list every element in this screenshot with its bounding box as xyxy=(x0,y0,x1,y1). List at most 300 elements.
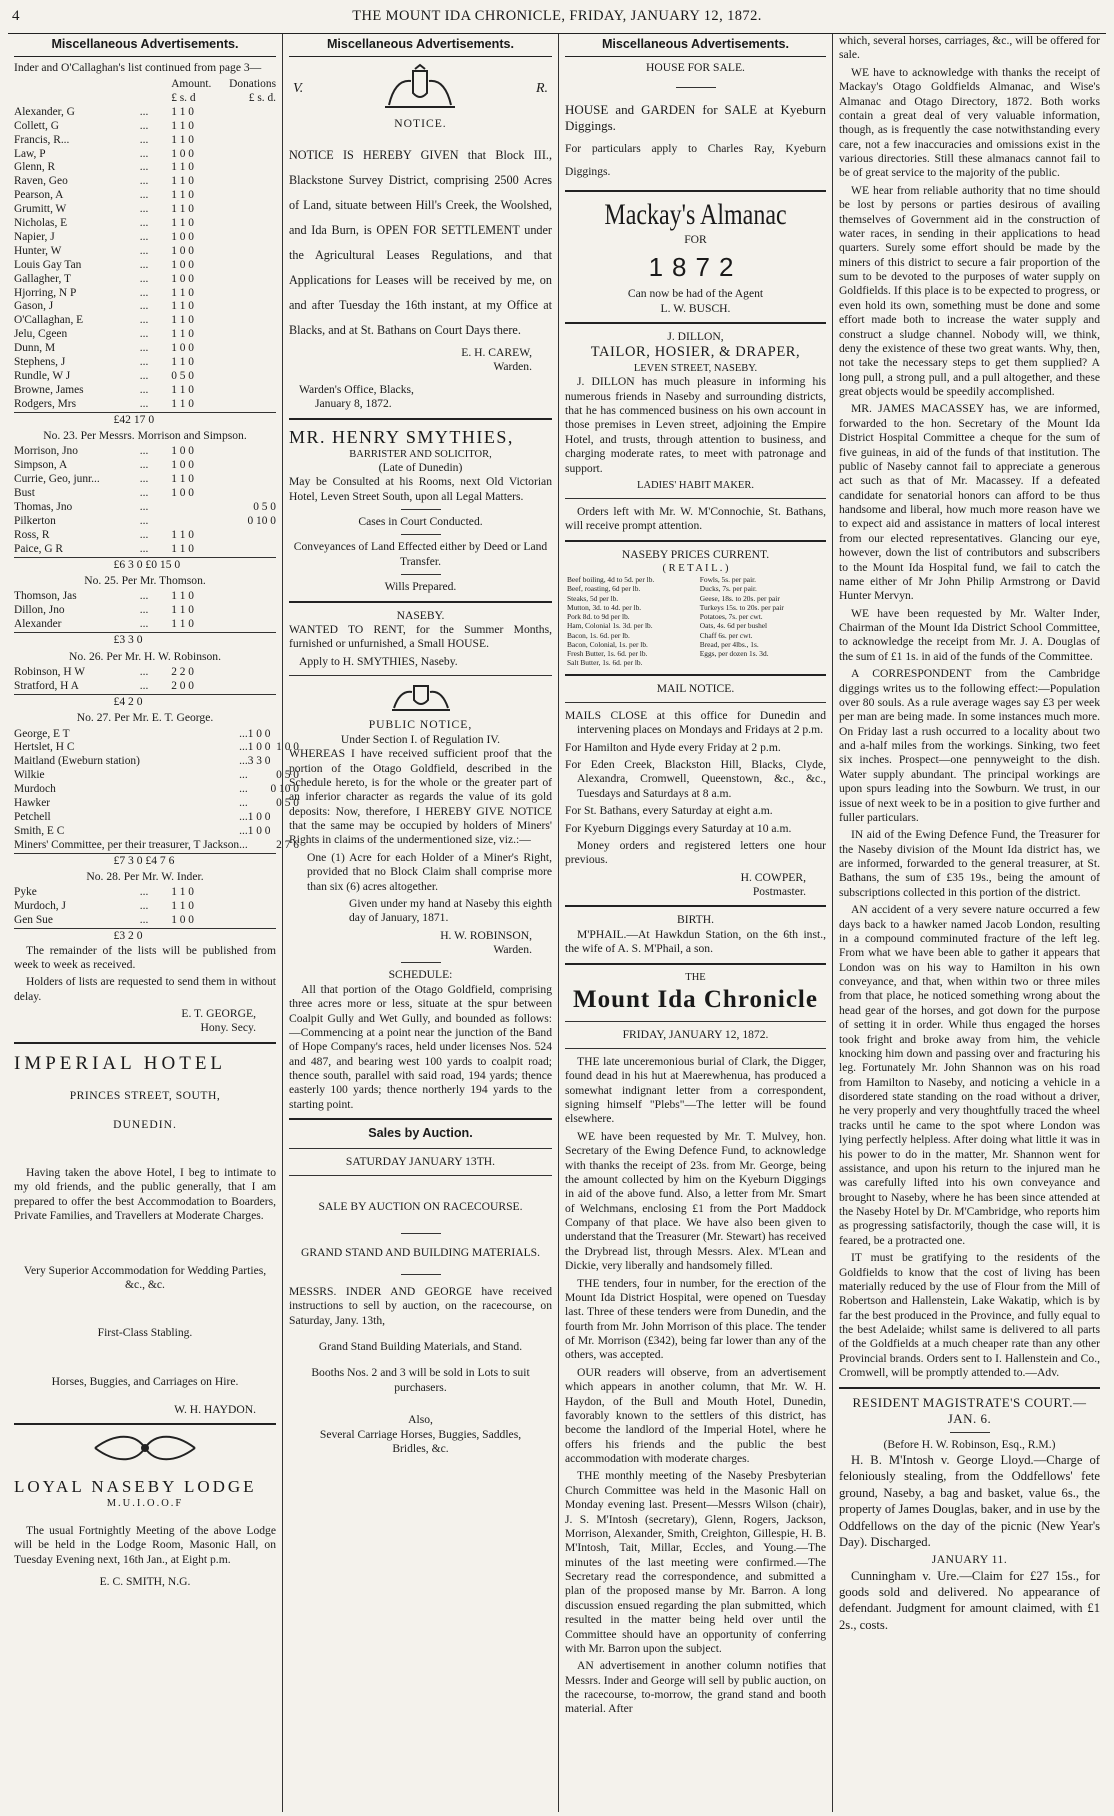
price-row xyxy=(565,594,826,603)
almanac-year: 1872 xyxy=(648,251,743,282)
subscriber-amount: 1 1 0 xyxy=(171,328,194,341)
list-row: Currie, Geo, junr... ... 1 1 0 xyxy=(14,473,276,487)
list-row: Francis, R... ... 1 1 0 xyxy=(14,134,276,148)
subscriber-name: Hertslet, H C xyxy=(14,741,75,754)
auction-line: Several Carriage Horses, Buggies, Saddles, Bridles, &c. xyxy=(319,1427,522,1455)
subscription-list xyxy=(14,590,276,632)
public-notice-signature: H. W. ROBINSON, xyxy=(440,928,532,942)
list-row: Simpson, A ... 1 0 0 xyxy=(14,459,276,473)
price-right xyxy=(698,658,826,667)
almanac-for: FOR xyxy=(684,232,707,246)
subscriber-amount: 1 0 0 xyxy=(171,487,194,500)
chronicle-date: FRIDAY, JANUARY 12, 1872. xyxy=(622,1027,769,1041)
mail-heading: MAIL NOTICE. xyxy=(656,681,735,695)
subscriber-amount: 1 0 0 xyxy=(171,342,194,355)
list-row: Stratford, H A ... 2 0 0 xyxy=(14,680,276,694)
mail-line: For Kyeburn Diggings every Saturday at 10 a.m. xyxy=(565,821,792,835)
subscriber-amount: 1 1 0 xyxy=(171,314,194,327)
crest-left-letter: V. xyxy=(293,80,304,96)
price-row xyxy=(565,640,826,649)
notice-place: Warden's Office, Blacks, xyxy=(299,382,414,396)
subscriber-name: Rundle, W J xyxy=(14,370,71,383)
subscriber-name: Stratford, H A xyxy=(14,679,79,692)
subscriber-donation xyxy=(229,342,276,356)
subscriber-donation xyxy=(229,473,276,487)
subscriber-name: Miners' Committee, per their treasurer, T Jackson xyxy=(14,838,240,851)
list-total: £42 17 0 xyxy=(14,412,276,427)
subscriber-name: Murdoch xyxy=(14,783,56,796)
subscriber-donation xyxy=(229,189,276,203)
smythies-subtitle: BARRISTER AND SOLICITOR, xyxy=(349,448,492,460)
subscriber-amount xyxy=(248,769,271,783)
subscriber-donation xyxy=(229,914,276,928)
subscriber-name: Pilkerton xyxy=(14,515,56,528)
subscriber-name: Ross, R xyxy=(14,528,50,541)
price-left: Mutton, 3d. to 4d. per lb. xyxy=(567,602,642,612)
smythies-line: Cases in Court Conducted. xyxy=(358,515,483,529)
subscriber-donation xyxy=(229,203,276,217)
list-row: Miners' Committee, per their treasurer, T Jackson ... 2 7 6 xyxy=(14,838,299,851)
notice-signature-title: Warden. xyxy=(493,360,532,374)
auction-line: Grand Stand Building Materials, and Stand. xyxy=(318,1340,523,1354)
subscriber-amount: 1 0 0 xyxy=(171,258,194,271)
notice-body: NOTICE IS HEREBY GIVEN that Block III., Blackstone Survey District, comprising 2500 Acres of Land, situate between Hill's Creek, the Woolshed, and Ida Burn, is OPEN FOR SETTLEMENT under the Agricultural Leases Regulations, and that Applications for Leases will be received by me, on and after Tuesday the 16th instant, at my Office at Blacks, and at St. Bathans on Court Days there. xyxy=(289,147,552,338)
hotel-title: IMPERIAL HOTEL xyxy=(14,1052,227,1074)
court-case: H. B. M'Intosh v. George Lloyd.—Charge of feloniously stealing, from the Oddfellows' fete ground, Naseby, a bag and basket, value 6s., the property of James Douglas, baker, and in use by the Oddfellows on the day of the picnic (New Year's Day). Discharged. xyxy=(839,1453,1100,1549)
list-row: Petchell ... 1 0 0 xyxy=(14,811,299,825)
hotel-body: Having taken the above Hotel, I beg to intimate to my old friends, and the public generally, that I am prepared to offer the best Accommodation to Boarders, Private Families, and Travellers at Moderate Charges. xyxy=(14,1166,276,1223)
smythies-body: May be Consulted at his Rooms, next Old Victorian Hotel, Leven Street South, upon all Legal Matters. xyxy=(289,475,552,503)
royal-crest xyxy=(293,65,548,113)
news-paragraph: AN accident of a very severe nature occurred a few days back to a hawker named Jacob London, resulting in a compound comminuted fracture of the left leg. From what we have been able to gather it appears that London was on his way to Hamilton in his own conveyance, and that, when within two or three miles from that place, he noticed something wrong about the head gear of the horses, and got down for the purpose of setting it in order. While thus engaged the horses took fright and broke away from him, the vehicle knocking him down and passing over and fracturing his leg. Fortunately Mr. John Shannon was on his road from Hamilton to Naseby, and noticing a vehicle in a disordered state standing on the road without a driver, he very properly and very thoughtfully traced the wheel tracks until he came to the spot where London was lying perfectly helpless. After doing what little it was in his power to do in the matter, Mr. Shannon went for assistance, and upon his return to the injured man he was carefully lifted into his own conveyance and brought to Naseby, where he has been since attended at the Naseby Hotel by Dr. M'Cambridge, who reports him as progressing satisfactorily, though the case will, it is feared, be a protracted one. xyxy=(839,903,1100,1247)
subscriber-amount: 1 1 0 xyxy=(171,286,194,299)
list-row: Pyke ... 1 1 0 xyxy=(14,886,276,900)
birth-body: M'PHAIL.—At Hawkdun Station, on the 6th inst., the wife of A. S. M'Phail, a son. xyxy=(565,927,826,956)
subscriber-donation xyxy=(229,487,276,501)
list-row: Alexander ... 1 1 0 xyxy=(14,618,276,632)
list-row: Alexander, G ... 1 1 0 xyxy=(14,106,276,120)
list-row: Robinson, H W ... 2 2 0 xyxy=(14,666,276,680)
price-right: Fowls, 5s. per pair. xyxy=(699,575,757,585)
subscriber-name: Paice, G R xyxy=(14,542,64,555)
subscriber-donation xyxy=(229,356,276,370)
hotel-line: Horses, Buggies, and Carriages on Hire. xyxy=(51,1374,239,1388)
list-row: Hunter, W ... 1 0 0 xyxy=(14,245,276,259)
subscriber-donation xyxy=(229,543,276,557)
subscriber-amount: 1 1 0 xyxy=(171,528,194,541)
price-left: Beef boiling, 4d to 5d. per lb. xyxy=(567,575,655,585)
lodge-body: The usual Fortnightly Meeting of the above Lodge will be held in the Lodge Room, Masonic Hall, on Tuesday Evening next, 16th Jan., at Eight p.m. xyxy=(14,1523,276,1566)
news-paragraph: MR. JAMES MACASSEY has, we are informed, forwarded to the hon. Secretary of the Mount Ida District Hospital Committee a cheque for the sum of five guineas, in aid of the funds of that institution. The public of Naseby cannot fail to appreciate a generous act such as that of Mr. Macassey. If a defeated candidate for senatorial honors can afford to be thus handsome and liberal, how much more reason have we to expect aid and assistance in matters of local interest from our elected representatives. Glancing our eye, however, down the list of contributors and subscribers to the Mount Ida Hospital fund, we fail to catch the name either of Mr John Philip Armstrong or David Hunter Mervyn. xyxy=(839,402,1100,603)
subscriber-name: Thomson, Jas xyxy=(14,590,77,603)
subscriber-amount: 1 1 0 xyxy=(171,397,194,410)
subscriber-amount: 1 0 0 xyxy=(171,230,194,243)
column-1 xyxy=(8,34,299,1812)
subscriber-donation xyxy=(229,217,276,231)
subscriber-amount: 1 1 0 xyxy=(171,175,194,188)
price-right: Eggs, per dozen 1s. 3d. xyxy=(699,649,769,659)
subscriber-name: O'Callaghan, E xyxy=(14,314,84,327)
list-row: Stephens, J ... 1 1 0 xyxy=(14,356,276,370)
notice-signature: E. H. CAREW, xyxy=(461,346,532,360)
dillon-name: J. DILLON, xyxy=(667,329,724,343)
subscriber-name: Napier, J xyxy=(14,230,55,243)
price-right: Turkeys 15s. to 20s. per pair xyxy=(699,602,784,612)
subscriber-name: Dillon, Jno xyxy=(14,604,65,617)
schedule-heading: SCHEDULE: xyxy=(388,968,453,982)
news-paragraph: IN aid of the Ewing Defence Fund, the Treasurer for the Naseby division of the Mount Ida district has, we are informed, forwarded to the general treasurer, at St. Bathans, the sum of £35 19s., being the amount of subscriptions collected in this portion of the district. xyxy=(839,828,1100,899)
list-total: £7 3 0 £4 7 6 xyxy=(14,853,276,868)
price-left: Ham, Colonial 1s. 3d. per lb. xyxy=(567,621,653,631)
subscriber-donation xyxy=(229,529,276,543)
dillon-address: LEVEN STREET, NASEBY. xyxy=(633,363,758,375)
list-total: £4 2 0 xyxy=(14,694,276,709)
subscriber-donation xyxy=(229,148,276,162)
price-row xyxy=(565,584,826,593)
subscriber-name: Smith, E C xyxy=(14,824,65,837)
subscriber-amount: 1 1 0 xyxy=(171,604,194,617)
list-note: The remainder of the lists will be published from week to week as received. xyxy=(14,943,276,971)
price-left: Steaks, 5d per lb. xyxy=(567,593,619,603)
mail-signature: H. COWPER, xyxy=(740,870,806,884)
subscriber-name: Petchell xyxy=(14,810,51,823)
price-row xyxy=(565,631,826,640)
column-4 xyxy=(832,34,1106,1812)
subscriber-amount: 1 1 0 xyxy=(171,542,194,555)
news-paragraph: which, several horses, carriages, &c., will be offered for sale. xyxy=(839,34,1100,62)
news-paragraph: WE have to acknowledge with thanks the receipt of Mackay's Otago Goldfields Almanac, and Wise's Almanac and Otago Directory, 1872. Both works contain a great deal of very valuable information, though, as is frequently the case notwithstanding every care, not a few inaccuracies and omissions exist in the various directories. Still these almanacs cannot fail to be of great service to the majority of the public. xyxy=(839,65,1100,180)
public-notice-body: WHEREAS I have received sufficient proof that the portion of the Otago Goldfield, described in the Schedule hereto, is for the whole or the greater part of an inferior character as regards the value of its gold deposits: Now, therefore, I HEREBY GIVE NOTICE that the same may be occupied by holders of Miners' Rights in claims of the undermentioned size, viz.:— xyxy=(289,747,552,847)
mail-line: For St. Bathans, every Saturday at eight a.m. xyxy=(565,804,773,818)
mail-line: For Hamilton and Hyde every Friday at 2 p.m. xyxy=(565,740,781,754)
subscriber-donation xyxy=(229,445,276,459)
chronicle-nameplate: Mount Ida Chronicle xyxy=(573,985,818,1013)
price-row xyxy=(565,649,826,658)
list-row: Glenn, R ... 1 1 0 xyxy=(14,161,276,175)
subscriber-amount xyxy=(248,839,271,853)
subscriber-amount: 1 1 0 xyxy=(171,133,194,146)
schedule-body: All that portion of the Otago Goldfield, comprising three acres more or less, situate at the spur between Coalpit Gully and Wet Gully, and bounded as follows:—Commencing at a point near the junction of the Band of Hope Company's races, held under licenses Nos. 524 and 487, and bearing west 100 yards to coalpit road; thence south, parallel with said road, 194 yards; thence easterly 100 yards; thence northerly 194 yards to the starting point. xyxy=(289,982,552,1111)
subscriber-name: Rodgers, Mrs xyxy=(14,397,77,410)
list-row: Gen Sue ... 1 0 0 xyxy=(14,914,276,928)
mail-line: Money orders and registered letters one hour previous. xyxy=(565,838,826,867)
subscriber-name: Bust xyxy=(14,487,35,500)
public-notice-sub: Under Section I. of Regulation IV. xyxy=(340,732,501,746)
almanac-line: L. W. BUSCH. xyxy=(660,301,731,315)
subscriber-name: Simpson, A xyxy=(14,459,68,472)
price-row xyxy=(565,612,826,621)
list-row: Collett, G ... 1 1 0 xyxy=(14,120,276,134)
notice-date: January 8, 1872. xyxy=(315,397,392,411)
subscriber-donation: 0 5 0 xyxy=(276,797,299,810)
subscriber-donation xyxy=(229,618,276,632)
subscriber-donation xyxy=(229,314,276,328)
public-notice-title: PUBLIC NOTICE, xyxy=(368,718,473,732)
list-row: O'Callaghan, E ... 1 1 0 xyxy=(14,314,276,328)
editorial-paragraph: THE monthly meeting of the Naseby Presbyterian Church Committee was held in the Masonic Hall on Monday evening last. Present—Messrs Wilson (chair), J. S. M'Intosh (secretary), Glenn, Rogers, Jackson, Morrison, Alexander, Smith, Creighton, Gillespie, H. B. M'Intosh, Tait, Millar, Eccles, and Young.—The minutes of the last meeting were confirmed.—The Secretary read the correspondence, and submitted a plan of the proposed manse by Mr. Barron. A long discussion ensued regarding the plan submitted, which resulted in the matter being held over until the Committee should have an opportunity of conferring with Mr. Barron upon the subject. xyxy=(565,1469,826,1655)
masthead xyxy=(8,6,1106,34)
subscriber-name: Stephens, J xyxy=(14,356,66,369)
subscriber-amount xyxy=(171,515,229,529)
list-heading: No. 26. Per Mr. H. W. Robinson. xyxy=(68,649,222,663)
signature: E. T. GEORGE, xyxy=(181,1007,256,1021)
subscriber-donation: 0 10 0 xyxy=(270,783,299,796)
court-before: (Before H. W. Robinson, Esq., R.M.) xyxy=(883,1437,1056,1451)
subscriber-name: Raven, Geo xyxy=(14,175,68,188)
page-number: 4 xyxy=(12,8,20,24)
list-row: Ross, R ... 1 1 0 xyxy=(14,529,276,543)
news-paragraph: IT must be gratifying to the residents of the Goldfields to know that the cost of living has been materially reduced by the use of Flour from the Mill of Robertson and Hallenstein, Lake Wakatip, which is by far the best produced in the Province, and fully equal to the best Adelaide; whilst same is delivered to all parts of the Goldfields at a much cheaper rate than any other Provincial brands. Orders sent to I. Hallenstein and Co., Cromwell, will be promptly attended to.—Adv. xyxy=(839,1251,1100,1380)
column-header: Miscellaneous Advertisements. xyxy=(14,34,276,57)
mail-line: MAILS CLOSE at this office for Dunedin and intervening places on Mondays and Fridays at 2 p.m. xyxy=(565,708,826,737)
subscriber-donation: 0 5 0 xyxy=(253,501,276,514)
price-left: Fresh Butter, 1s. 6d. per lb. xyxy=(567,649,648,659)
dillon-ladies: LADIES' HABIT MAKER. xyxy=(637,479,754,491)
news-paragraph: A CORRESPONDENT from the Cambridge diggings writes us to the following effect:—Population over 80 souls. As a rule average wages say £3 per week per man are being made. In some instances much more. On Friday last a rush occurred to a locality about two and a-half miles from the workings. Sinking, two feet six inches. Prospect—one pennyweight to the dish. Water supply abundant. The principal workings are upon spurs leading into the Sowburn. We trust, in our issue of next week to be in a position to give further and fuller particulars. xyxy=(839,667,1100,824)
subscription-list xyxy=(14,886,276,928)
editorial-paragraph: WE have been requested by Mr. T. Mulvey, hon. Secretary of the Ewing Defence Fund, to acknowledge with thanks the receipt of 23s. from Mr. George, being the amount collected by him on the Kyeburn Diggings in aid of the above fund. Also, a letter from Mr. Smart of Welchmans, enclosing £1 from the Port Maddock Company of that place. We have also been given to understand that the Treasurer (Mr. Stewart) has received the Drybread list, through Messrs. Alex. M'Lean and Dickie, very liberally and handsomely filled. xyxy=(565,1129,826,1273)
subscriber-amount: 1 1 0 xyxy=(171,886,194,899)
list-row: Paice, G R ... 1 1 0 xyxy=(14,543,276,557)
chronicle-the: THE xyxy=(685,971,706,983)
subscriber-name: Francis, R... xyxy=(14,133,70,146)
list-row: Rundle, W J ... 0 5 0 xyxy=(14,370,276,384)
list-row: Pearson, A ... 1 1 0 xyxy=(14,189,276,203)
subscriber-amount: 1 0 0 xyxy=(171,272,194,285)
subscriber-amount: 1 1 0 xyxy=(171,590,194,603)
list-row: Maitland (Eweburn station) ... 3 3 0 xyxy=(14,755,299,769)
lodge-emblem-icon xyxy=(14,1431,276,1469)
almanac-title: Mackay's Almanac xyxy=(604,197,787,231)
subscriber-name: Pyke xyxy=(14,886,37,899)
subscription-list xyxy=(14,728,299,853)
subscriber-donation xyxy=(229,680,276,694)
list-total: £6 3 0 £0 15 0 xyxy=(14,557,276,572)
subscriber-name: Alexander xyxy=(14,618,62,631)
subscription-list xyxy=(14,445,276,556)
subscriber-name: Hawker xyxy=(14,797,51,810)
price-row xyxy=(565,621,826,630)
subscriber-name: Jelu, Cgeen xyxy=(14,328,68,341)
prices-subheading: ( R E T A I L . ) xyxy=(662,563,729,575)
list-intro: Inder and O'Callaghan's list continued from page 3— xyxy=(14,60,262,74)
subscriber-donation xyxy=(229,398,276,412)
price-right: Chaff 6s. per cwt. xyxy=(699,630,753,640)
subscriber-name: Collett, G xyxy=(14,119,59,132)
subscriber-amount: 1 1 0 xyxy=(171,618,194,631)
subscriber-amount: 1 0 0 xyxy=(247,810,271,823)
list-row: Bust ... 1 0 0 xyxy=(14,487,276,501)
signature-title: Hony. Secy. xyxy=(200,1021,256,1035)
mail-line: For Eden Creek, Blackston Hill, Blacks, Clyde, Alexandra, Cromwell, Queenstown, &c., &c., Tuesdays and Saturdays at 8 a.m. xyxy=(565,758,826,800)
house-apply: For particulars apply to Charles Ray, Kyeburn Diggings. xyxy=(565,142,826,179)
list-row: Dunn, M ... 1 0 0 xyxy=(14,342,276,356)
subscriber-amount: 1 1 0 xyxy=(171,119,194,132)
list-row: Wilkie ... 0 5 0 xyxy=(14,769,299,782)
naseby-heading: NASEBY. xyxy=(396,608,445,622)
subscriber-name: Gason, J xyxy=(14,300,54,313)
subscriber-amount: 1 1 0 xyxy=(171,105,194,118)
price-right: Oats, 4s. 6d per bushel xyxy=(699,621,768,631)
public-notice-signature-title: Warden. xyxy=(493,943,532,957)
subscriber-amount: 1 0 0 xyxy=(247,824,271,837)
list-heading: No. 27. Per Mr. E. T. George. xyxy=(76,711,214,725)
subscriber-name: Nicholas, E xyxy=(14,217,68,230)
subscriber-donation xyxy=(229,384,276,398)
subscriber-donation: 2 7 6 xyxy=(276,838,299,851)
subscriber-amount: 1 0 0 xyxy=(171,459,194,472)
subscriber-amount: 1 0 0 xyxy=(171,244,194,257)
list-row: Gallagher, T ... 1 0 0 xyxy=(14,273,276,287)
subscriber-donation xyxy=(229,120,276,134)
subscriber-name: Currie, Geo, junr... xyxy=(14,473,100,486)
subscriber-donation: 0 10 0 xyxy=(247,515,276,528)
subscriber-name: Law, P xyxy=(14,147,46,160)
lodge-signature: E. C. SMITH, N.G. xyxy=(99,1575,191,1589)
house-heading: HOUSE FOR SALE. xyxy=(646,60,745,74)
subscriber-name: Hjorring, N P xyxy=(14,286,77,299)
subscriber-name: Gallagher, T xyxy=(14,272,71,285)
dillon-body: J. DILLON has much pleasure in informing his numerous friends in Naseby and surrounding districts, that he has commenced business on his own account in those premises in Leven street, adjoining the Empire Hotel, and trusts, through attention to business, and charging moderate rates, to meet with patronage and support. xyxy=(565,375,826,475)
subscriber-amount: 2 0 0 xyxy=(171,679,194,692)
subscriber-amount: 1 0 0 xyxy=(247,727,271,740)
smythies-line: Wills Prepared. xyxy=(384,580,457,594)
subscriber-amount: 3 3 0 xyxy=(247,755,271,768)
court-date: JANUARY 11. xyxy=(931,1553,1008,1567)
subscriber-amount: 1 1 0 xyxy=(171,473,194,486)
column-3 xyxy=(558,34,832,1812)
subscriber-name: Maitland (Eweburn station) xyxy=(14,755,140,768)
smythies-late: (Late of Dunedin) xyxy=(378,460,463,474)
list-note: Holders of lists are requested to send them in without delay. xyxy=(14,975,276,1003)
subscriber-name: Robinson, H W xyxy=(14,665,85,678)
news-paragraph: WE have been requested by Mr. Walter Inder, Chairman of the Mount Ida District School Committee, to acknowledge the receipt from Mr. J. A. Douglas of the sum of £1 1s. in aid of the funds of the Committee. xyxy=(839,606,1100,663)
subscriber-donation xyxy=(229,287,276,301)
subscriber-amount: 2 2 0 xyxy=(171,665,194,678)
price-row xyxy=(565,575,826,584)
newspaper-title: THE MOUNT IDA CHRONICLE, FRIDAY, JANUARY 12, 1872. xyxy=(352,8,762,24)
subscriber-donation xyxy=(229,459,276,473)
court-heading: RESIDENT MAGISTRATE'S COURT.—JAN. 6. xyxy=(852,1394,1087,1426)
subscriber-donation: 0 5 0 xyxy=(276,769,299,782)
subscriber-donation xyxy=(229,604,276,618)
list-heading: No. 25. Per Mr. Thomson. xyxy=(84,574,206,588)
list-heading: No. 23. Per Messrs. Morrison and Simpson. xyxy=(43,429,247,443)
smythies-title: MR. HENRY SMYTHIES, xyxy=(289,426,514,447)
subscriber-donation xyxy=(229,900,276,914)
editorial-paragraph: THE late unceremonious burial of Clark, the Digger, found dead in his hut at Maerewhenua, has produced a somewhat indignant letter from a correspondent, signing himself "Plebs"—The letter will be found elsewhere. xyxy=(565,1054,826,1126)
price-left: Pork 8d. to 9d per lb. xyxy=(567,612,630,622)
subscriber-donation xyxy=(229,328,276,342)
subscriber-amount: 1 0 0 xyxy=(171,147,194,160)
column-header: Miscellaneous Advertisements. xyxy=(289,34,552,57)
subscriber-name: Pearson, A xyxy=(14,189,64,202)
price-right: Ducks, 7s. per pair. xyxy=(699,584,757,594)
hotel-street: PRINCES STREET, SOUTH, xyxy=(69,1089,221,1103)
subscriber-name: Morrison, Jno xyxy=(14,445,78,458)
subscriber-name: Murdoch, J xyxy=(14,900,66,913)
dillon-orders: Orders left with Mr. W. M'Connochie, St. Bathans, will receive prompt attention. xyxy=(565,504,826,533)
price-left: Salt Butter, 1s. 6d. per lb. xyxy=(567,658,643,668)
list-row: Louis Gay Tan ... 1 0 0 xyxy=(14,259,276,273)
court-case: Cunningham v. Ure.—Claim for £27 15s., for goods sold and delivered. No appearance of defendant. Judgment for amount claimed, with £1 2s., costs. xyxy=(839,1568,1100,1632)
list-row: Law, P ... 1 0 0 xyxy=(14,148,276,162)
prices-heading: NASEBY PRICES CURRENT. xyxy=(621,547,770,561)
subscriber-donation xyxy=(229,134,276,148)
subscriber-amount xyxy=(171,501,229,515)
list-row: Pilkerton ... 0 10 0 xyxy=(14,515,276,528)
subscriber-amount xyxy=(248,797,271,811)
birth-heading: BIRTH. xyxy=(677,913,714,927)
public-notice-given: Given under my hand at Naseby this eighth day of January, 1871. xyxy=(349,896,552,925)
subscriber-name: Wilkie xyxy=(14,769,45,782)
subscriber-amount: 1 1 0 xyxy=(171,383,194,396)
list-row: Murdoch, J ... 1 1 0 xyxy=(14,900,276,914)
subscriber-name: Hunter, W xyxy=(14,244,62,257)
subscriber-amount: 1 1 0 xyxy=(171,217,194,230)
subscriber-name: Thomas, Jno xyxy=(14,501,73,514)
wanted-apply: Apply to H. SMYTHIES, Naseby. xyxy=(299,654,458,668)
auction-line: GRAND STAND AND BUILDING MATERIALS. xyxy=(301,1245,540,1259)
subscriber-donation xyxy=(229,175,276,189)
list-row: Gason, J ... 1 1 0 xyxy=(14,300,276,314)
list-row: George, E T ... 1 0 0 xyxy=(14,728,299,742)
subscriber-donation xyxy=(229,666,276,680)
hotel-signature: W. H. HAYDON. xyxy=(174,1403,256,1417)
list-row: Hawker ... 0 5 0 xyxy=(14,797,299,810)
list-row: Thomson, Jas ... 1 1 0 xyxy=(14,590,276,604)
list-row: Dillon, Jno ... 1 1 0 xyxy=(14,604,276,618)
lodge-subtitle: M.U.I.O.O.F xyxy=(106,1497,184,1509)
crest-icon xyxy=(289,682,552,716)
list-row: Thomas, Jno ... 0 5 0 xyxy=(14,501,276,514)
smythies-line: Conveyances of Land Effected either by Deed or Land Transfer. xyxy=(293,540,548,568)
list-row: Browne, James ... 1 1 0 xyxy=(14,384,276,398)
subscriber-name: Gen Sue xyxy=(14,914,53,927)
hotel-line: Very Superior Accommodation for Wedding Parties, &c., &c. xyxy=(23,1263,267,1291)
subscriber-name: George, E T xyxy=(14,727,70,740)
price-right: Geese, 18s. to 20s. per pair xyxy=(699,593,780,603)
almanac-line: Can now be had of the Agent xyxy=(627,287,764,301)
subscriber-donation xyxy=(229,590,276,604)
price-left: Bacon, Colonial, 1s. per lb. xyxy=(567,639,648,649)
list-total: £3 2 0 xyxy=(14,928,276,943)
subscriber-name: Dunn, M xyxy=(14,342,56,355)
subscriber-donation: 1 0 0 xyxy=(276,741,299,754)
subscriber-amount: 1 0 0 xyxy=(247,741,271,754)
crest-right-letter: R. xyxy=(535,80,548,96)
auction-body: MESSRS. INDER AND GEORGE have received instructions to sell by auction, on the racecourse, on Saturday, Jany. 13th, xyxy=(289,1284,552,1327)
subscriber-donation xyxy=(229,273,276,287)
subscriber-amount: 1 1 0 xyxy=(171,900,194,913)
subscriber-name: Glenn, R xyxy=(14,161,56,174)
list-row: Grumitt, W ... 1 1 0 xyxy=(14,203,276,217)
list-heading: No. 28. Per Mr. W. Inder. xyxy=(86,870,204,884)
list-row: Nicholas, E ... 1 1 0 xyxy=(14,217,276,231)
mail-signature-title: Postmaster. xyxy=(752,885,806,899)
editorial-paragraph: THE tenders, four in number, for the erection of the Mount Ida District Hospital, were opened on Tuesday last. Three of these tenders were from Dunedin, and the fourth from Mr. John Morrison of this place. The tender of Mr. Morrison (£342), being far lower than any of the others, was accepted. xyxy=(565,1276,826,1362)
price-right: Potatoes, 7s. per cwt. xyxy=(699,612,763,622)
royal-arms-icon xyxy=(375,65,465,113)
subscription-list xyxy=(14,666,276,694)
auction-line: Booths Nos. 2 and 3 will be sold in Lots to suit purchasers. xyxy=(311,1366,530,1394)
subscriber-amount: 1 1 0 xyxy=(171,189,194,202)
price-row xyxy=(565,603,826,612)
wanted-body: WANTED TO RENT, for the Summer Months, furnished or unfurnished, a Small HOUSE. xyxy=(289,622,552,651)
subscriber-donation xyxy=(229,370,276,384)
list-row: Morrison, Jno ... 1 0 0 xyxy=(14,445,276,459)
auction-line: SALE BY AUCTION ON RACECOURSE. xyxy=(318,1200,523,1214)
